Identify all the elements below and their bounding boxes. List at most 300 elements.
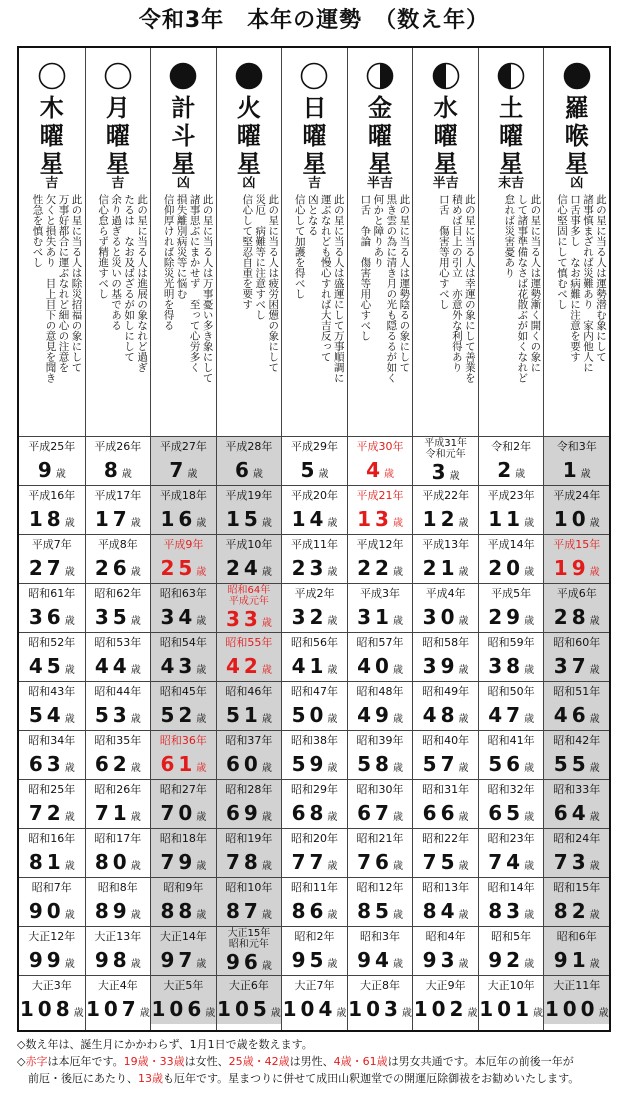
age-cell [282,730,347,779]
age-value: 88歳 [160,899,207,923]
era-year: 平成5年 [491,587,532,600]
age-value: 47歳 [488,703,535,727]
age-cell [151,436,216,485]
age-cell [348,926,413,975]
fortune-table [17,46,611,1032]
age-value: 66歳 [422,801,469,825]
era-year: 昭和58年 [422,636,470,649]
era-year: 昭和44年 [94,685,142,698]
age-cell [19,877,85,926]
era-year: 大正7年 [294,979,335,992]
star-column [543,48,609,1030]
age-value: 71歳 [94,801,141,825]
star-column [19,48,85,1030]
era-year: 平成23年 [487,489,535,502]
age-cell [544,436,609,485]
age-value: 67歳 [357,801,403,825]
age-value: 72歳 [28,801,75,825]
era-year: 昭和15年 [553,881,601,894]
star-name: 金 曜 星 [368,94,393,178]
age-cell [544,534,609,583]
age-value: 36歳 [28,605,75,629]
age-cell [348,975,413,1024]
star-header [19,48,85,436]
age-value: 27歳 [28,556,75,580]
age-cell [151,926,216,975]
age-value: 8歳 [103,458,132,482]
star-column [347,48,413,1030]
age-value: 69歳 [226,801,272,825]
age-value: 87歳 [226,899,272,923]
note-13-age: 13歳 [138,1072,163,1085]
fortune-label: 吉 [307,176,321,191]
age-value: 16歳 [160,507,207,531]
age-cell [151,779,216,828]
age-cell [544,828,609,877]
age-value: 13歳 [357,507,403,531]
era-year: 平成28年 [225,440,273,453]
star-header [217,48,282,436]
note-text-d: は男女共通です。本厄年の前後一年が [387,1055,574,1068]
age-cell [151,632,216,681]
era-year: 平成26年 [94,440,142,453]
age-cell [413,534,478,583]
era-year: 平成16年 [28,489,76,502]
era-year: 平成10年 [225,538,273,551]
age-cell [86,681,151,730]
era-year: 昭和39年 [356,734,404,747]
note-female-ages: 19歳・33歳 [123,1055,185,1068]
era-year: 平成31年 令和元年 [424,438,467,460]
era-year: 昭和41年 [487,734,535,747]
age-value: 105歳 [217,997,281,1021]
star-name: 木 曜 星 [39,94,64,178]
era-year: 平成14年 [487,538,535,551]
age-value: 28歳 [553,605,600,629]
age-cell [86,485,151,534]
era-year: 昭和45年 [159,685,207,698]
age-cell [413,485,478,534]
star-name: 羅 喉 星 [564,94,589,178]
era-year: 大正5年 [163,979,204,992]
age-cell [544,583,609,632]
age-value: 26歳 [94,556,141,580]
era-year: 平成17年 [94,489,142,502]
age-value: 14歳 [291,507,338,531]
star-description: 此の星に当る人は疲労困憊の象にして 災厄 病難等に注意すべし 信心して堅忍自重を要す [241,194,280,373]
era-year: 大正10年 [487,979,535,992]
note-text-f: も厄年です。星まつりに併せて成田山釈迦堂での開運厄除御祓をお勧めいたします。 [163,1072,580,1085]
age-cell [479,730,544,779]
era-year: 昭和32年 [487,783,535,796]
era-year: 昭和11年 [290,881,338,894]
era-year: 昭和61年 [28,587,76,600]
age-value: 77歳 [291,850,338,874]
era-year: 昭和21年 [356,832,404,845]
age-value: 90歳 [28,899,75,923]
age-value: 19歳 [553,556,600,580]
era-year: 昭和14年 [487,881,535,894]
age-cell [19,779,85,828]
era-year: 大正12年 [28,930,76,943]
age-cell [413,681,478,730]
age-cell [413,975,478,1024]
era-year: 平成13年 [422,538,470,551]
age-cell [413,583,478,632]
age-cell [19,926,85,975]
era-year: 昭和37年 [225,734,273,747]
age-value: 63歳 [28,752,75,776]
age-value: 95歳 [291,948,338,972]
era-year: 昭和22年 [422,832,470,845]
era-year: 大正6年 [228,979,269,992]
age-cell [86,534,151,583]
era-year: 昭和16年 [28,832,76,845]
age-value: 99歳 [28,948,75,972]
age-value: 53歳 [94,703,141,727]
age-value: 17歳 [94,507,141,531]
star-header [544,48,609,436]
age-value: 23歳 [291,556,338,580]
moon-phase-icon [169,62,197,90]
star-description: 此の星に当る人は幸運の象にして善業を 積めば目上の引立 亦意外な利得あり 口舌 傷害等用心すべし [437,194,476,383]
age-value: 96歳 [226,950,272,974]
era-year: 昭和20年 [290,832,338,845]
age-cell [282,877,347,926]
moon-phase-icon [366,62,394,90]
star-header [348,48,413,436]
age-value: 74歳 [488,850,535,874]
age-cell [151,534,216,583]
era-year: 平成2年 [294,587,335,600]
note-common-ages: 4歳・61歳 [333,1055,388,1068]
era-year: 昭和42年 [553,734,601,747]
age-value: 92歳 [488,948,535,972]
age-cell [413,730,478,779]
era-year: 平成20年 [290,489,338,502]
age-cell [348,485,413,534]
era-year: 昭和59年 [487,636,535,649]
age-value: 35歳 [94,605,141,629]
age-cell [217,583,282,632]
era-year: 昭和36年 [159,734,207,747]
star-column [150,48,216,1030]
age-cell [479,975,544,1024]
age-value: 9歳 [37,458,66,482]
age-cell [282,534,347,583]
note-line-1: ◇数え年は、誕生月にかかわらず、1月1日で歳を数えます。 [17,1038,313,1051]
era-year: 平成25年 [28,440,76,453]
page-title: 令和3年 本年の運勢 （数え年） [138,8,490,33]
age-value: 97歳 [160,948,207,972]
era-year: 昭和49年 [422,685,470,698]
age-cell [479,779,544,828]
age-cell [217,975,282,1024]
age-cell [217,877,282,926]
fortune-label: 凶 [176,176,190,191]
age-cell [282,681,347,730]
age-cell [151,975,216,1024]
age-cell [282,828,347,877]
age-value: 84歳 [422,899,469,923]
age-cell [86,436,151,485]
age-value: 93歳 [422,948,469,972]
age-cell [282,779,347,828]
era-year: 平成3年 [360,587,401,600]
age-value: 86歳 [291,899,338,923]
age-value: 49歳 [357,703,403,727]
fortune-label: 吉 [45,176,59,191]
age-cell [479,926,544,975]
age-value: 85歳 [357,899,403,923]
era-year: 昭和31年 [422,783,470,796]
age-cell [413,926,478,975]
age-value: 46歳 [553,703,600,727]
era-year: 昭和54年 [159,636,207,649]
age-cell [413,436,478,485]
age-cell [348,730,413,779]
age-cell [86,583,151,632]
age-value: 51歳 [226,703,272,727]
era-year: 昭和4年 [425,930,466,943]
age-value: 37歳 [553,654,600,678]
fortune-label: 末吉 [498,176,525,191]
era-year: 昭和28年 [225,783,273,796]
age-cell [217,436,282,485]
era-year: 平成15年 [553,538,601,551]
age-cell [348,877,413,926]
age-value: 5歳 [300,458,329,482]
age-value: 80歳 [94,850,141,874]
era-year: 大正8年 [360,979,401,992]
age-value: 4歳 [366,458,394,482]
age-value: 75歳 [422,850,469,874]
age-cell [217,779,282,828]
age-value: 68歳 [291,801,338,825]
age-value: 79歳 [160,850,207,874]
era-year: 昭和64年 平成元年 [227,585,271,607]
moon-phase-icon [104,62,132,90]
age-cell [479,534,544,583]
era-year: 平成24年 [553,489,601,502]
age-value: 104歳 [282,997,347,1021]
age-value: 24歳 [226,556,272,580]
era-year: 昭和9年 [163,881,204,894]
era-year: 昭和5年 [491,930,532,943]
age-cell [479,877,544,926]
era-year: 平成7年 [31,538,72,551]
note-text-e: 前厄・後厄にあたり、 [17,1072,138,1085]
moon-phase-icon [563,62,591,90]
era-year: 令和3年 [556,440,597,453]
age-value: 10歳 [553,507,600,531]
era-year: 昭和26年 [94,783,142,796]
age-cell [544,877,609,926]
era-year: 昭和56年 [290,636,338,649]
era-year: 平成9年 [163,538,204,551]
age-value: 64歳 [553,801,600,825]
age-value: 57歳 [422,752,469,776]
age-cell [151,828,216,877]
age-cell [86,828,151,877]
era-year: 大正15年 昭和元年 [227,928,271,950]
age-cell [217,681,282,730]
age-cell [151,877,216,926]
era-year: 昭和57年 [356,636,404,649]
age-cell [413,828,478,877]
note-red-label: 赤字 [25,1055,48,1068]
age-cell [282,975,347,1024]
era-year: 昭和51年 [553,685,601,698]
age-value: 20歳 [488,556,535,580]
age-cell [413,779,478,828]
fortune-label: 半吉 [367,176,394,191]
age-cell [86,877,151,926]
star-column [412,48,478,1030]
age-cell [479,583,544,632]
era-year: 昭和33年 [553,783,601,796]
age-value: 89歳 [94,899,141,923]
era-year: 平成18年 [159,489,207,502]
age-value: 108歳 [19,997,84,1021]
age-cell [217,534,282,583]
age-value: 48歳 [422,703,469,727]
age-value: 45歳 [28,654,75,678]
star-name: 計 斗 星 [171,94,196,178]
age-value: 39歳 [422,654,469,678]
moon-phase-icon [300,62,328,90]
era-year: 昭和30年 [356,783,404,796]
note-text-b: は女性、 [184,1055,229,1068]
age-value: 58歳 [357,752,403,776]
age-value: 25歳 [160,556,207,580]
star-description: 此の星に当る人は除災招福の象にして 万事好都合に運ぶなれど細心の注意を 欠くと損失あり 目上目下の意見を聞き 性急を慎むべし [31,194,83,383]
era-year: 平成27年 [159,440,207,453]
era-year: 平成22年 [422,489,470,502]
fortune-label: 凶 [570,176,584,191]
note-bullet: ◇ [17,1055,26,1068]
age-value: 18歳 [28,507,75,531]
age-value: 2歳 [497,458,526,482]
moon-phase-icon [432,62,460,90]
age-value: 103歳 [348,997,412,1021]
fortune-label: 凶 [242,176,256,191]
era-year: 昭和13年 [422,881,470,894]
age-value: 100歳 [544,997,609,1021]
age-cell [282,583,347,632]
age-cell [151,730,216,779]
age-value: 42歳 [226,654,272,678]
star-header [151,48,216,436]
note-text-a: は本厄年です。 [47,1055,124,1068]
era-year: 昭和29年 [290,783,338,796]
age-cell [348,632,413,681]
era-year: 大正13年 [94,930,142,943]
era-year: 平成6年 [556,587,597,600]
age-value: 7歳 [169,458,198,482]
age-cell [479,632,544,681]
age-value: 94歳 [357,948,403,972]
note-line-3 [17,1070,617,1087]
age-cell [544,485,609,534]
age-cell [151,485,216,534]
era-year: 昭和10年 [225,881,273,894]
moon-phase-icon [235,62,263,90]
age-cell [479,436,544,485]
age-cell [479,681,544,730]
fortune-label: 半吉 [432,176,459,191]
age-value: 1歳 [562,458,591,482]
era-year: 大正14年 [159,930,207,943]
star-description: 此の星に当る人は運勢漸く開くの象に して諸事準備なさば花散ぶが如くなれど 怠れば災害憂あり [503,194,542,383]
age-cell [86,632,151,681]
age-cell [19,534,85,583]
age-value: 55歳 [553,752,600,776]
age-cell [348,583,413,632]
age-cell [86,975,151,1024]
age-cell [282,485,347,534]
age-value: 15歳 [226,507,272,531]
age-value: 44歳 [94,654,141,678]
star-header [479,48,544,436]
age-value: 106歳 [151,997,216,1021]
age-value: 56歳 [488,752,535,776]
era-year: 昭和60年 [553,636,601,649]
era-year: 大正9年 [425,979,466,992]
era-year: 昭和7年 [31,881,72,894]
era-year: 昭和24年 [553,832,601,845]
age-cell [217,926,282,975]
age-value: 31歳 [357,605,403,629]
star-name: 土 曜 星 [499,94,524,178]
era-year: 昭和48年 [356,685,404,698]
age-cell [282,632,347,681]
star-column [85,48,151,1030]
star-header [86,48,151,436]
era-year: 昭和23年 [487,832,535,845]
era-year: 大正3年 [31,979,72,992]
age-value: 33歳 [226,607,272,631]
age-cell [282,436,347,485]
era-year: 昭和50年 [487,685,535,698]
era-year: 昭和8年 [97,881,138,894]
age-value: 102歳 [413,997,478,1021]
era-year: 大正11年 [553,979,601,992]
era-year: 昭和63年 [159,587,207,600]
era-year: 昭和47年 [290,685,338,698]
age-cell [348,436,413,485]
age-cell [151,681,216,730]
age-value: 78歳 [226,850,272,874]
star-description: 此の星に当る人は運勢陰るの象にして 黒き雲の為に清き月の光も隠るるが如く 何かと障りあり 口舌 争論 傷害等用心すべし [359,194,411,383]
era-year: 昭和43年 [28,685,76,698]
age-value: 91歳 [553,948,600,972]
age-cell [348,681,413,730]
age-value: 83歳 [488,899,535,923]
age-value: 34歳 [160,605,207,629]
age-cell [282,926,347,975]
age-cell [348,779,413,828]
age-value: 11歳 [488,507,535,531]
era-year: 昭和55年 [225,636,273,649]
age-value: 50歳 [291,703,338,727]
age-cell [86,779,151,828]
age-cell [544,681,609,730]
era-year: 昭和34年 [28,734,76,747]
note-male-ages: 25歳・42歳 [228,1055,290,1068]
age-value: 70歳 [160,801,207,825]
age-cell [217,632,282,681]
